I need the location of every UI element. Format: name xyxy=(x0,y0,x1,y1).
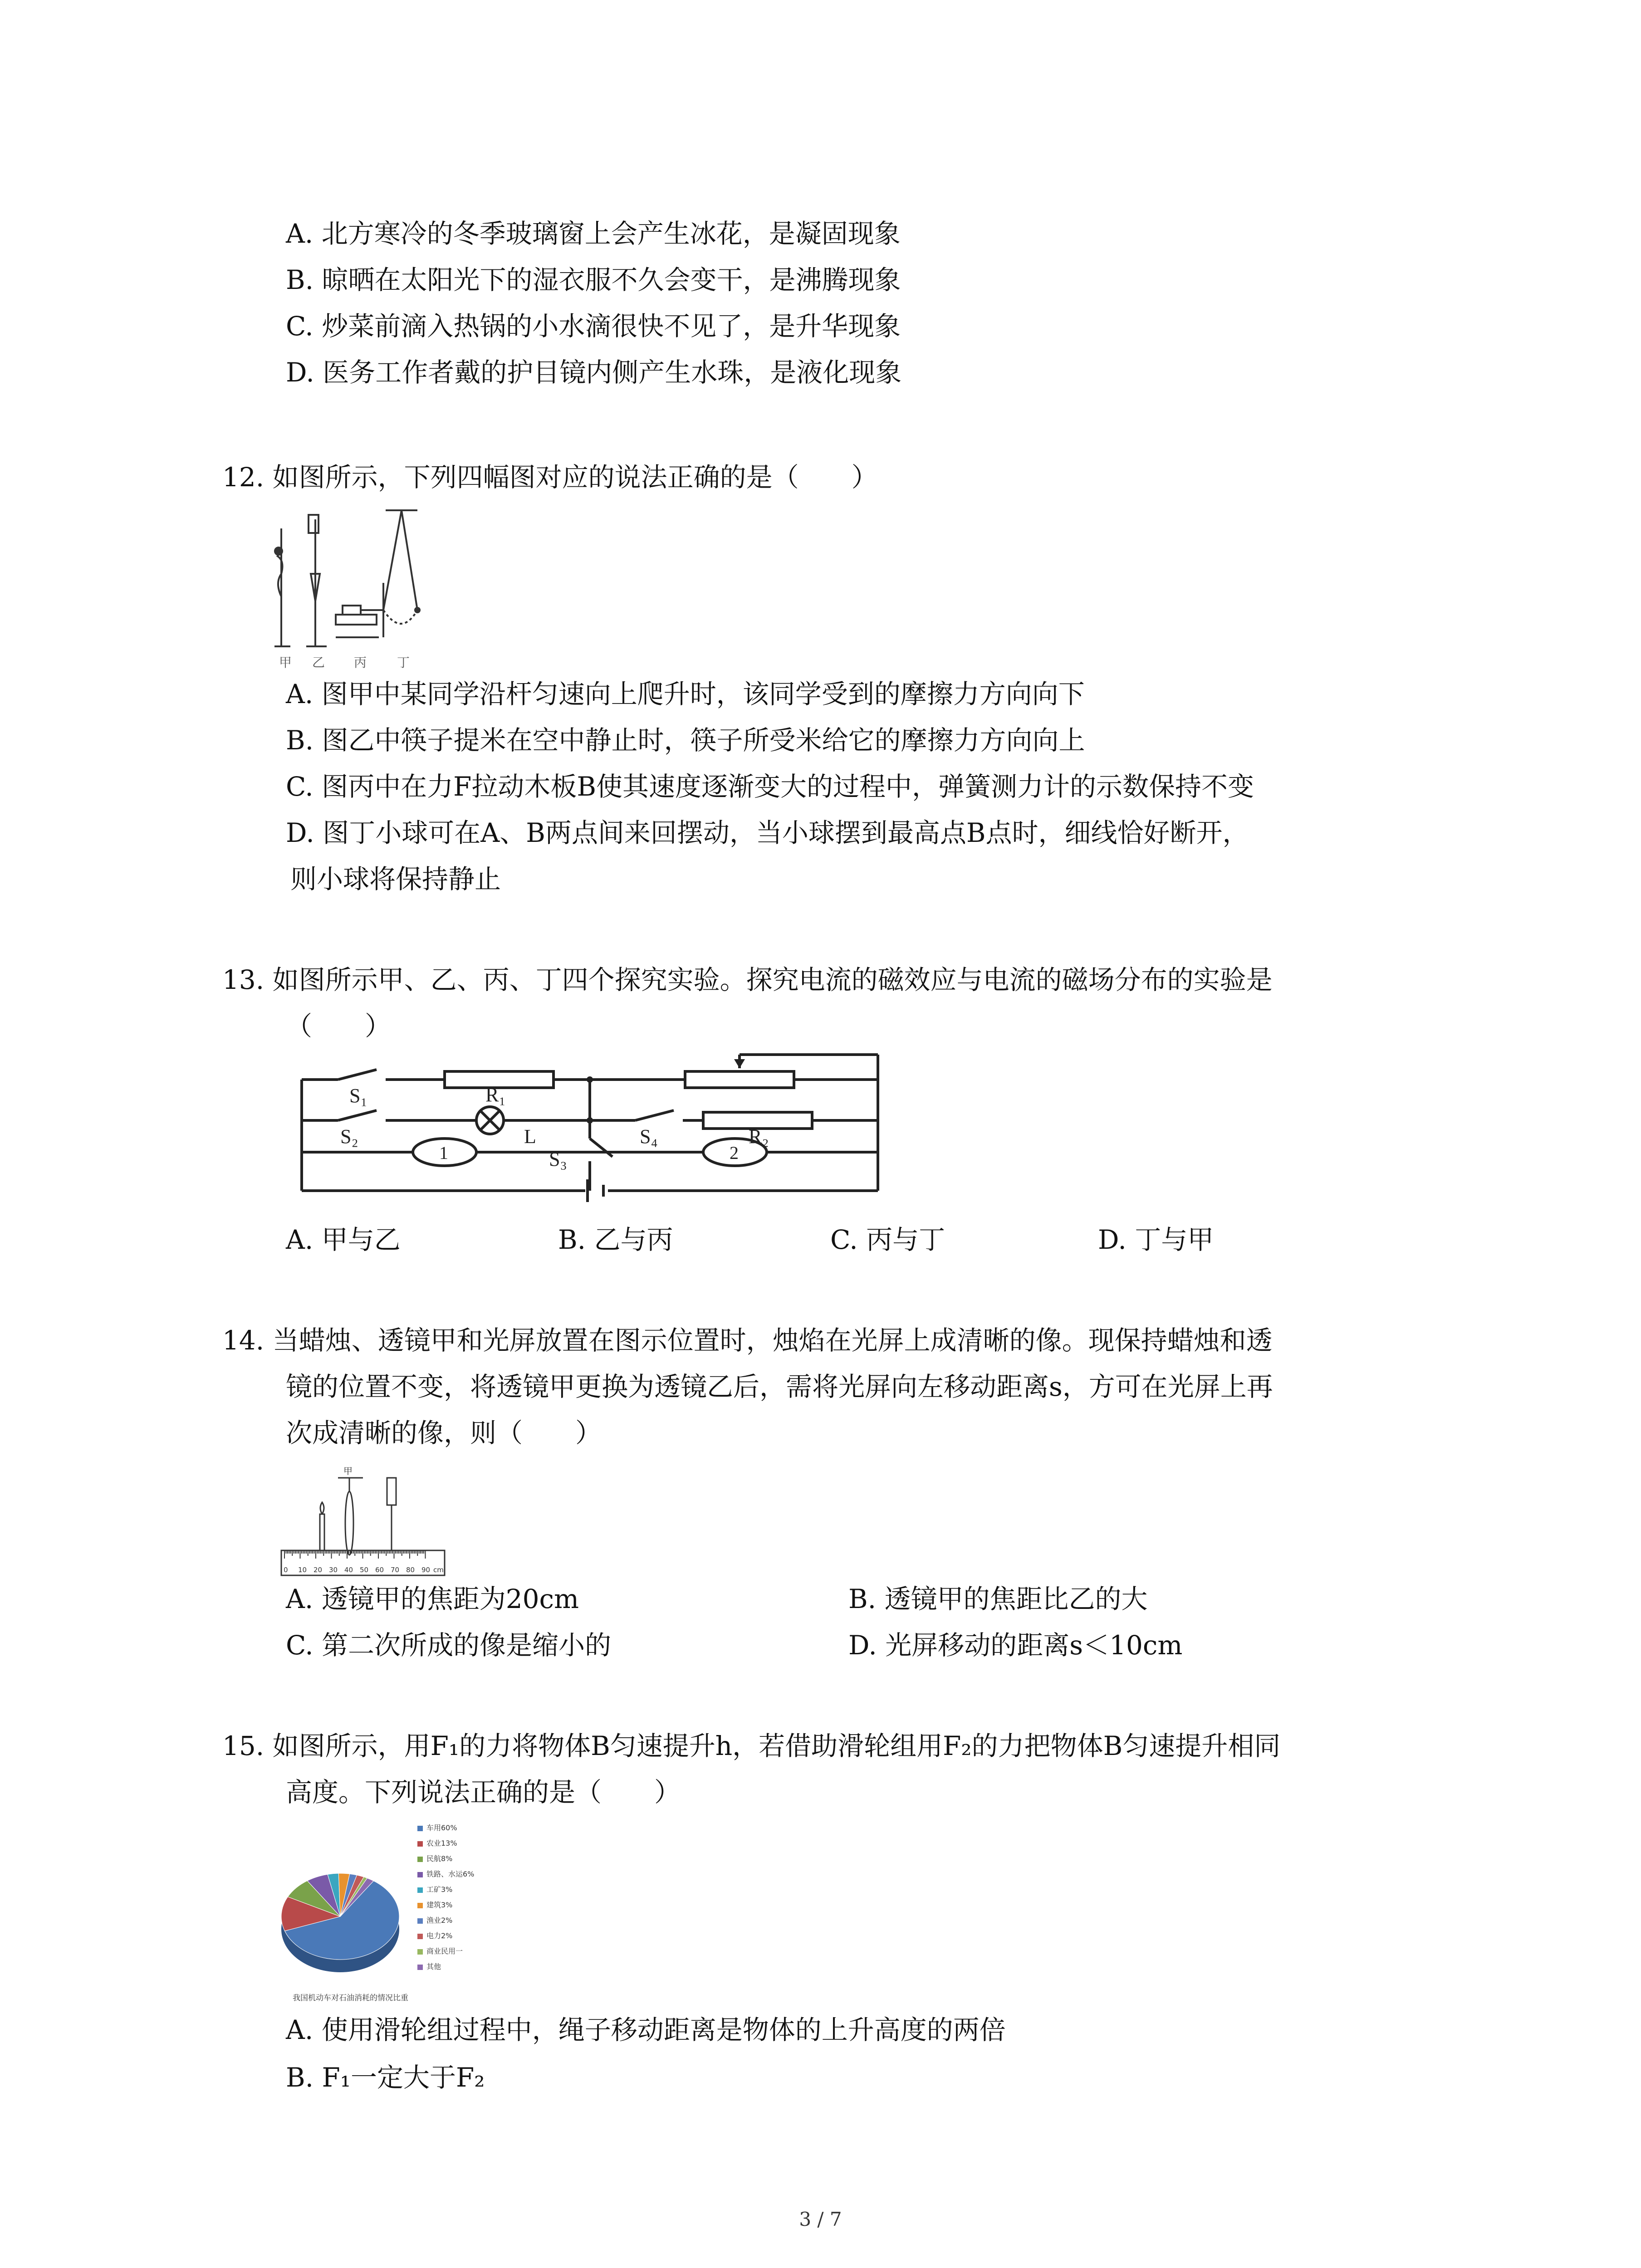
pie-legend-swatch xyxy=(417,1965,423,1970)
q14-stem-line1: 14. 当蜡烛、透镜甲和光屏放置在图示位置时，烛焰在光屏上成清晰的像。现保持蜡烛和透 xyxy=(222,1325,1273,1356)
q12-fig-label-ding: 丁 xyxy=(397,655,410,670)
q15-option-b: B. F₁一定大于F₂ xyxy=(286,2062,485,2093)
q11-option-c: C. 炒菜前滴入热锅的小水滴很快不见了，是升华现象 xyxy=(286,311,901,342)
q13-stem-line2: （ ） xyxy=(286,1011,392,1041)
ruler-label-70: 70 xyxy=(391,1566,400,1574)
pie-legend-swatch xyxy=(417,1934,423,1939)
pie-legend-label: 其他 xyxy=(426,1962,441,1971)
q14-option-b: B. 透镜甲的焦距比乙的大 xyxy=(848,1584,1148,1614)
q12-option-b: B. 图乙中筷子提米在空中静止时，筷子所受米给它的摩擦力方向向上 xyxy=(286,725,1085,756)
pie-legend-swatch xyxy=(417,1887,423,1893)
q13-option-c: C. 丙与丁 xyxy=(830,1224,945,1255)
q13-option-b: B. 乙与丙 xyxy=(558,1224,673,1255)
q12-option-c: C. 图丙中在力F拉动木板B使其速度逐渐变大的过程中，弹簧测力计的示数保持不变 xyxy=(286,771,1254,802)
q14-lens-label: 甲 xyxy=(343,1466,353,1476)
circuit-label-s4: S₄ xyxy=(640,1125,658,1148)
pie-legend-swatch xyxy=(417,1903,423,1908)
pie-legend-swatch xyxy=(417,1857,423,1862)
pie-legend-label: 渔业2% xyxy=(426,1916,453,1925)
circuit-meter-2: 2 xyxy=(730,1143,739,1163)
pie-legend-label: 建筑3% xyxy=(426,1901,453,1909)
pie-legend-swatch xyxy=(417,1949,423,1955)
pie-legend-swatch xyxy=(417,1872,423,1877)
q15-option-a: A. 使用滑轮组过程中，绳子移动距离是物体的上升高度的两倍 xyxy=(286,2014,1006,2045)
pie-legend-swatch xyxy=(417,1918,423,1924)
ruler-label-30: 30 xyxy=(329,1566,338,1574)
q13-stem-line1: 13. 如图所示甲、乙、丙、丁四个探究实验。探究电流的磁效应与电流的磁场分布的实验是 xyxy=(222,964,1273,995)
q12-fig-label-bing: 丙 xyxy=(354,655,367,670)
ruler-label-10: 10 xyxy=(298,1566,307,1574)
pie-legend-label: 车用60% xyxy=(426,1823,457,1832)
ruler-label-50: 50 xyxy=(360,1566,369,1574)
ruler-label-80: 80 xyxy=(406,1566,415,1574)
pie-legend-label: 铁路、水运6% xyxy=(426,1870,475,1878)
circuit-label-s3: S₃ xyxy=(549,1148,567,1170)
q15-stem-line1: 15. 如图所示，用F₁的力将物体B匀速提升h，若借助滑轮组用F₂的力把物体B匀速提升相同 xyxy=(222,1730,1281,1761)
q11-option-b: B. 晾晒在太阳光下的湿衣服不久会变干，是沸腾现象 xyxy=(286,264,901,295)
q12-stem: 12. 如图所示，下列四幅图对应的说法正确的是（ ） xyxy=(222,462,878,493)
q12-option-d-line1: D. 图丁小球可在A、B两点间来回摆动，当小球摆到最高点B点时，细线恰好断开， xyxy=(286,817,1249,848)
q11-option-a: A. 北方寒冷的冬季玻璃窗上会产生冰花，是凝固现象 xyxy=(286,218,901,249)
q11-option-d: D. 医务工作者戴的护目镜内侧产生水珠，是液化现象 xyxy=(286,357,902,388)
q15-stem-line2: 高度。下列说法正确的是（ ） xyxy=(286,1777,681,1808)
q13-option-d: D. 丁与甲 xyxy=(1098,1224,1214,1255)
pie-legend-label: 商业民用一 xyxy=(426,1947,463,1955)
pie-legend-label: 电力2% xyxy=(426,1931,453,1940)
q15-pie-chart xyxy=(272,1821,517,2012)
circuit-label-l: L xyxy=(524,1125,536,1148)
pie-legend-swatch xyxy=(417,1826,423,1831)
pie-legend-label: 工矿3% xyxy=(426,1885,453,1894)
pie-caption: 我国机动车对石油消耗的情况比重 xyxy=(293,1994,408,2003)
ruler-label-90: 90 xyxy=(421,1566,431,1574)
ruler-label-cm: cm xyxy=(433,1566,444,1574)
q13-circuit-diagram xyxy=(295,1048,885,1202)
circuit-label-r2: R₂ xyxy=(749,1125,769,1148)
ruler-label-0: 0 xyxy=(284,1566,288,1574)
q12-figure xyxy=(272,501,426,674)
q12-option-d-line2: 则小球将保持静止 xyxy=(290,864,501,894)
ruler-label-20: 20 xyxy=(314,1566,323,1574)
ruler-label-40: 40 xyxy=(344,1566,353,1574)
q12-fig-label-yi: 乙 xyxy=(312,655,325,670)
pie-legend-swatch xyxy=(417,1841,423,1847)
pie-legend-label: 农业13% xyxy=(426,1839,457,1848)
q14-stem-line3: 次成清晰的像，则（ ） xyxy=(286,1418,602,1448)
ruler-label-60: 60 xyxy=(375,1566,384,1574)
pie-legend-label: 民航8% xyxy=(426,1854,453,1863)
q14-option-a: A. 透镜甲的焦距为20cm xyxy=(286,1584,579,1614)
q12-fig-label-jia: 甲 xyxy=(279,655,292,670)
circuit-label-r1: R₁ xyxy=(485,1084,506,1106)
circuit-meter-1: 1 xyxy=(439,1143,448,1163)
q14-option-c: C. 第二次所成的像是缩小的 xyxy=(286,1630,612,1661)
q14-option-d: D. 光屏移动的距离s＜10cm xyxy=(848,1630,1183,1661)
q13-option-a: A. 甲与乙 xyxy=(286,1224,401,1255)
circuit-label-s2: S₂ xyxy=(340,1125,358,1148)
q14-stem-line2: 镜的位置不变，将透镜甲更换为透镜乙后，需将光屏向左移动距离s，方可在光屏上再 xyxy=(286,1371,1273,1402)
page-number: 3 / 7 xyxy=(799,2208,842,2230)
q12-option-a: A. 图甲中某同学沿杆匀速向上爬升时，该同学受到的摩擦力方向向下 xyxy=(286,679,1085,709)
q14-optical-bench-figure xyxy=(279,1460,451,1578)
circuit-label-s1: S₁ xyxy=(349,1085,367,1107)
